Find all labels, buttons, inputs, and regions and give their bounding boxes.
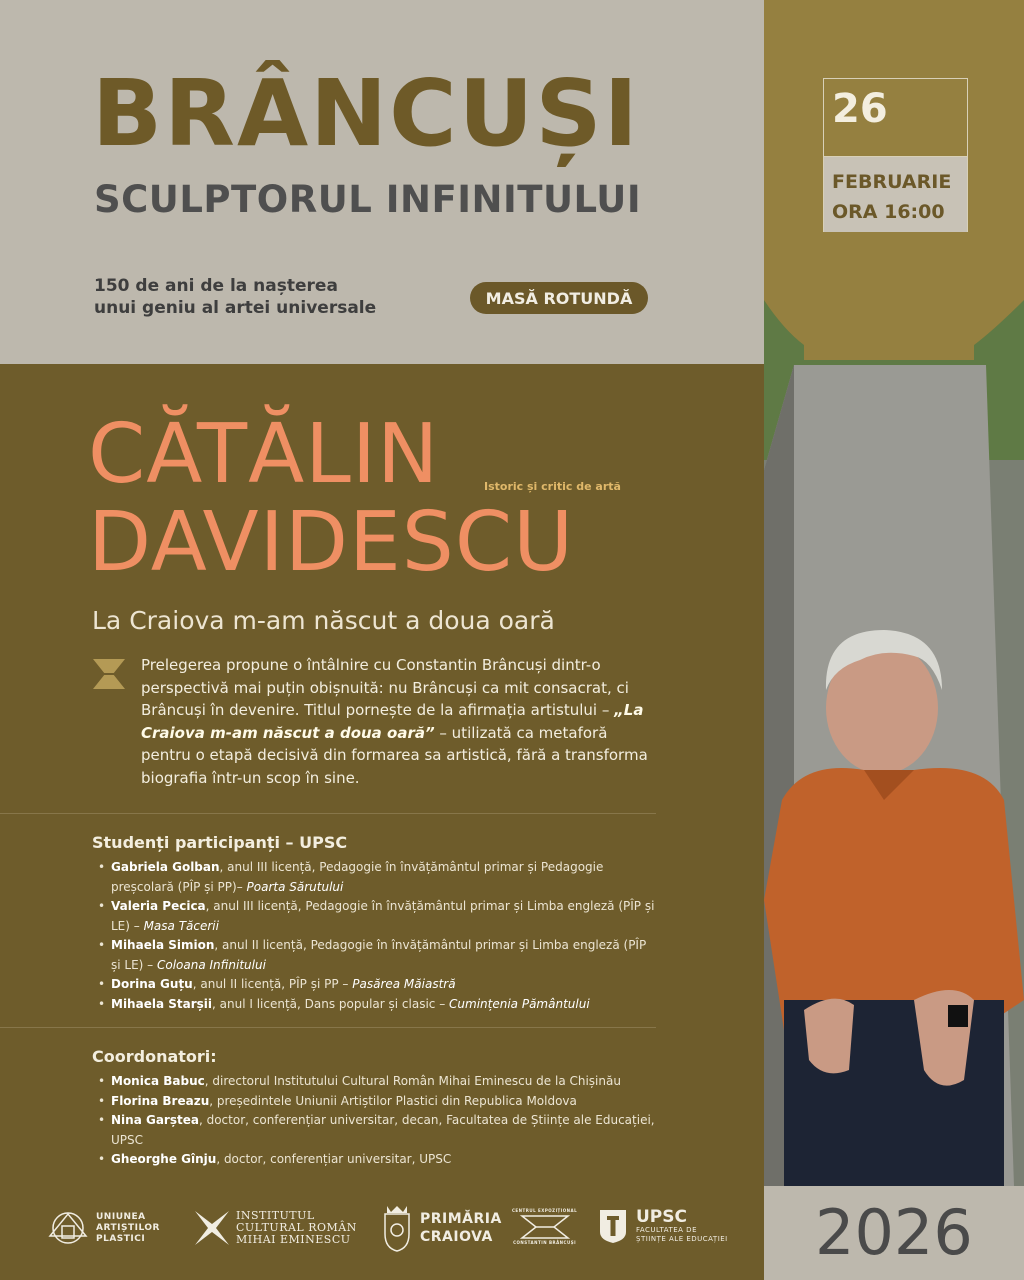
icr-line-1: INSTITUTUL bbox=[236, 1209, 315, 1222]
event-subtitle: SCULPTORUL INFINITULUI bbox=[94, 178, 642, 221]
event-type-badge: MASĂ ROTUNDĂ bbox=[470, 282, 648, 314]
event-month-time bbox=[832, 167, 951, 227]
primaria-logo bbox=[382, 1204, 502, 1252]
upsc-line-2: ȘTIINȚE ALE EDUCAȚIEI bbox=[636, 1235, 728, 1243]
list-item: • Mihaela Starșii, anul I licență, Dans popular și clasic – Cumințenia Pământului bbox=[96, 995, 656, 1015]
list-item: • Mihaela Simion, anul II licență, Pedagogie în învățământul primar și Limba engleză (PÎP și LE) – Coloana Infinitului bbox=[96, 936, 656, 975]
description-text-2: – utilizată ca metaforă pentru o etapă decisivă din formarea sa artistică, fără a transforma biografia într-un scop în sine. bbox=[141, 723, 648, 787]
anniversary-line-1: 150 de ani de la nașterea bbox=[94, 276, 338, 296]
event-month: FEBRUARIE bbox=[832, 171, 952, 193]
centru-line-1: CENTRUL EXPOZIȚIONAL bbox=[512, 1208, 578, 1213]
icr-line-3: MIHAI EMINESCU bbox=[236, 1233, 351, 1246]
icr-logo bbox=[194, 1210, 357, 1246]
speaker-first-name: CĂTĂLIN bbox=[88, 407, 440, 502]
coordinators-list bbox=[96, 1072, 656, 1170]
speaker-role: Istoric și critic de artă bbox=[484, 480, 621, 493]
coat-of-arms-icon bbox=[382, 1204, 412, 1252]
divider bbox=[0, 813, 656, 814]
upsc-line-1: FACULTATEA DE bbox=[636, 1226, 697, 1234]
talk-description bbox=[141, 654, 653, 789]
icr-icon bbox=[194, 1210, 230, 1246]
uap-icon bbox=[46, 1208, 90, 1248]
description-text-1: Prelegerea propune o întâlnire cu Constantin Brâncuși dintr-o perspectivă mai puțin obișnuită: nu Brâncuși ca mit consacrat, ci Brâncuși în devenire. Titlul pornește de la afirmația artistului – bbox=[141, 656, 629, 719]
uap-logo bbox=[46, 1208, 160, 1248]
talk-title: La Craiova m-am născut a doua oară bbox=[92, 606, 555, 635]
upsc-logo bbox=[598, 1208, 728, 1244]
coordinators-title: Coordonatori: bbox=[92, 1047, 217, 1066]
event-time: ORA 16:00 bbox=[832, 201, 945, 223]
list-item: • Nina Garștea, doctor, conferențiar universitar, decan, Facultatea de Științe ale Educației, UPSC bbox=[96, 1111, 656, 1150]
uap-line-2: ARTIȘTILOR bbox=[96, 1222, 160, 1233]
event-year: 2026 bbox=[815, 1196, 973, 1269]
uap-line-1: UNIUNEA bbox=[96, 1211, 146, 1222]
speaker-last-name: DAVIDESCU bbox=[88, 495, 575, 590]
event-title: BRÂNCUȘI bbox=[92, 60, 640, 167]
anniversary-text bbox=[94, 275, 376, 319]
brancusi-column-icon bbox=[518, 1214, 572, 1240]
uap-line-3: PLASTICI bbox=[96, 1233, 146, 1244]
divider bbox=[0, 1027, 656, 1028]
list-item: • Dorina Guțu, anul II licență, PÎP și PP – Pasărea Măiastră bbox=[96, 975, 656, 995]
upsc-name: UPSC bbox=[636, 1207, 687, 1227]
students-title: Studenți participanți – UPSC bbox=[92, 833, 348, 852]
list-item: • Valeria Pecica, anul III licență, Pedagogie în învățământul primar și Limba engleză (PÎP și LE) – Masa Tăcerii bbox=[96, 897, 656, 936]
primaria-line-1: PRIMĂRIA bbox=[420, 1211, 502, 1227]
description-quote: „La Craiova m-am născut a doua oară” bbox=[141, 701, 644, 742]
icr-line-2: CULTURAL ROMÂN bbox=[236, 1221, 357, 1234]
list-item: • Gabriela Golban, anul III licență, Pedagogie în învățământul primar și Pedagogie preșcolară (PÎP și PP)– Poarta Sărutului bbox=[96, 858, 656, 897]
centru-line-2: CONSTANTIN BRÂNCUȘI bbox=[513, 1240, 577, 1245]
list-item: • Monica Babuc, directorul Institutului Cultural Român Mihai Eminescu de la Chișinău bbox=[96, 1072, 656, 1092]
list-item: • Florina Breazu, președintele Uniunii Artiștilor Plastici din Republica Moldova bbox=[96, 1092, 656, 1112]
list-item: • Gheorghe Gînju, doctor, conferențiar universitar, UPSC bbox=[96, 1150, 656, 1170]
event-day: 26 bbox=[832, 86, 888, 132]
centru-brancusi-logo bbox=[512, 1208, 577, 1246]
students-list bbox=[96, 858, 656, 1014]
primaria-line-2: CRAIOVA bbox=[420, 1229, 493, 1245]
upsc-shield-icon bbox=[598, 1208, 628, 1244]
hourglass-icon bbox=[92, 657, 126, 691]
anniversary-line-2: unui geniu al artei universale bbox=[94, 298, 377, 318]
